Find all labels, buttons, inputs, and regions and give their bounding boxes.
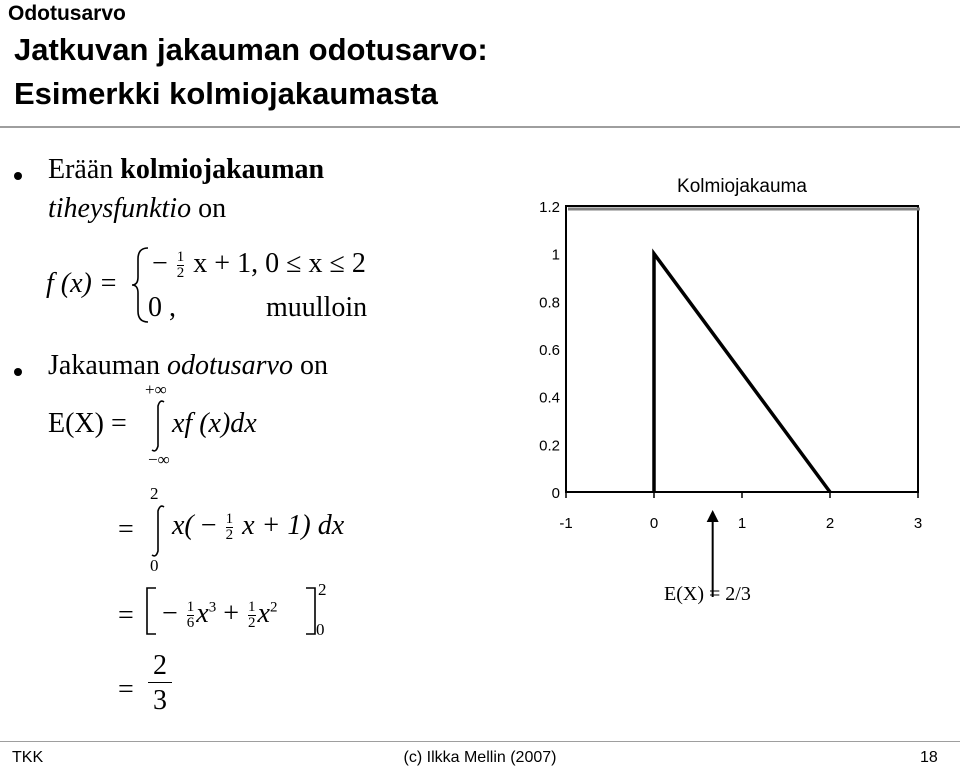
y-tick-label: 0.6 <box>539 342 560 359</box>
ex-lhs: E(X) = <box>48 408 127 439</box>
y-tick-label: 0.4 <box>539 389 560 407</box>
x-tick-label: -1 <box>559 515 573 532</box>
bracket-frac2-den: 2 <box>248 615 256 632</box>
title-divider <box>0 126 960 128</box>
slide-title-line2: Esimerkki kolmiojakaumasta <box>14 76 438 111</box>
plot-area-frame <box>566 206 918 492</box>
page-number: 18 <box>920 749 938 766</box>
bullet-icon <box>14 368 22 376</box>
eval-upper: 2 <box>318 580 327 599</box>
section-label: Odotusarvo <box>8 2 126 25</box>
int2-lower: 0 <box>150 556 159 575</box>
bullet-1-line2 <box>48 193 226 225</box>
bullet-icon <box>14 172 22 180</box>
case2-value: 0 , <box>148 292 176 323</box>
density-line <box>654 254 830 492</box>
x-tick-label: 1 <box>737 515 747 532</box>
eq-sign-4: = <box>118 674 134 705</box>
integrand-2: x( − $\frac{1}{2}$ x + 1) dx <box>172 510 345 544</box>
int1-lower: −∞ <box>148 450 170 469</box>
bullet-2 <box>48 350 328 382</box>
bullet-1-line1 <box>48 154 324 186</box>
bracket-frac1-den: 6 <box>186 615 195 632</box>
bullet-2-suffix: on <box>299 350 328 381</box>
x-tick-label: 0 <box>649 515 659 532</box>
footer-left: TKK <box>12 749 44 766</box>
bullet-2-italic: odotusarvo <box>166 350 293 381</box>
result-den: 3 <box>148 682 172 719</box>
bullet-2-prefix: Jakauman <box>48 350 160 381</box>
x-tick-label: 2 <box>825 515 835 532</box>
bracket-term1: x <box>196 598 209 629</box>
case1-rest: x + 1, 0 ≤ x ≤ 2 <box>193 248 366 279</box>
case1: − $\frac{1}{2}$ x + 1, 0 ≤ x ≤ 2 <box>152 248 366 282</box>
integral-sign-icon <box>150 503 168 559</box>
bracket-content: − $\frac{1}{6}$ $x^3$ + $\frac{1}{2}$ $x^2$ <box>162 598 278 632</box>
chart-title: Kolmiojakauma <box>677 176 807 197</box>
result-num: 2 <box>153 650 167 681</box>
int1-upper: +∞ <box>145 380 167 399</box>
expected-value-annotation: E(X) = 2/3 <box>664 583 751 605</box>
integrand-1: xf (x)dx <box>172 408 257 439</box>
eq-sign-3: = <box>118 600 134 631</box>
case1-frac-den: 2 <box>176 265 185 282</box>
y-tick-label: 0.8 <box>539 294 560 312</box>
bracket-exp2: 2 <box>269 599 278 616</box>
result-fraction <box>148 650 172 719</box>
y-tick-label: 0.2 <box>539 437 560 455</box>
left-bracket-icon <box>144 586 158 636</box>
y-tick-label: 1 <box>551 246 560 264</box>
integrand-2-pre: x( <box>172 510 194 541</box>
bullet-1-prefix: Erään <box>48 154 114 185</box>
bracket-plus: + <box>223 598 240 629</box>
slide-title-line1: Jatkuvan jakauman odotusarvo: <box>14 32 488 67</box>
footer-divider <box>0 741 960 742</box>
bracket-frac1-num: 1 <box>186 599 195 616</box>
bracket-term2: x <box>257 598 270 629</box>
triangular-distribution-chart <box>500 160 960 640</box>
x-tick-label: 3 <box>913 515 923 532</box>
int2-upper: 2 <box>150 484 159 503</box>
eq-sign-2: = <box>118 514 134 545</box>
bullet-1-bold: kolmiojakauman <box>120 154 325 185</box>
integrand-2-post: x + 1) dx <box>242 510 345 541</box>
arrow-head-icon <box>707 510 719 522</box>
bracket-exp1: 3 <box>208 599 217 616</box>
bullet-1-suffix: on <box>198 193 227 224</box>
eval-lower: 0 <box>316 620 325 639</box>
y-tick-label: 0 <box>551 485 560 502</box>
case2-cond: muulloin <box>266 292 368 323</box>
bracket-frac2-num: 1 <box>248 599 256 616</box>
bullet-1-italic: tiheysfunktio <box>48 193 192 224</box>
fx-lhs: f (x) = <box>46 268 118 299</box>
case1-frac-num: 1 <box>176 249 185 266</box>
footer-center: (c) Ilkka Mellin (2007) <box>403 749 557 766</box>
integral-sign-icon <box>150 398 168 454</box>
y-tick-label: 1.2 <box>539 199 560 216</box>
